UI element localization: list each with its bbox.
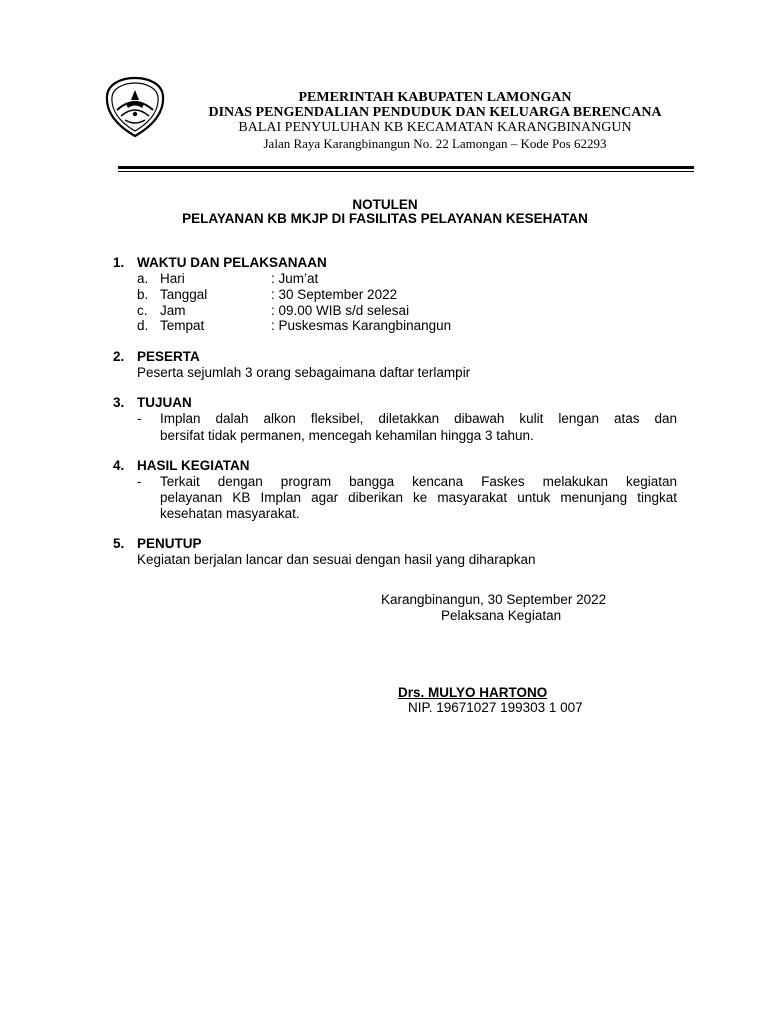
- bullet-dash: -: [137, 411, 142, 426]
- section-heading: TUJUAN: [137, 395, 192, 410]
- section-text: Kegiatan berjalan lancar dan sesuai dengan hasil yang diharapkan: [137, 552, 536, 567]
- letterhead-address: Jalan Raya Karangbinangun No. 22 Lamongan – Kode Pos 62293: [263, 136, 607, 151]
- letterhead-divider-thick: [118, 166, 694, 169]
- paragraph-line: Implan dalah alkon fleksibel, diletakkan dibawah kulit lengan atas dan: [160, 411, 677, 426]
- section-text: Peserta sejumlah 3 orang sebagaimana daftar terlampir: [137, 365, 471, 380]
- item-value: : Puskesmas Karangbinangun: [271, 318, 452, 333]
- item-value: : 09.00 WIB s/d selesai: [271, 303, 410, 318]
- item-letter: b.: [137, 287, 149, 302]
- letterhead-divider-thin: [118, 171, 694, 172]
- section-heading: WAKTU DAN PELAKSANAAN: [137, 255, 327, 270]
- section-heading: HASIL KEGIATAN: [137, 458, 250, 473]
- regency-emblem-logo: [104, 76, 166, 138]
- letterhead-line-3: BALAI PENYULUHAN KB KECAMATAN KARANGBINANGUN: [238, 120, 632, 135]
- signatory-nip: NIP. 19671027 199303 1 007: [408, 700, 583, 715]
- item-letter: d.: [137, 318, 149, 333]
- signatory-name: Drs. MULYO HARTONO: [398, 685, 548, 700]
- item-label: Jam: [160, 303, 186, 318]
- section-number: 1.: [113, 255, 125, 270]
- paragraph-line: kesehatan masyarakat.: [160, 506, 300, 521]
- document-title: NOTULEN: [352, 197, 418, 212]
- paragraph-line: Terkait dengan program bangga kencana Faskes melakukan kegiatan: [160, 474, 677, 489]
- item-label: Hari: [160, 271, 185, 286]
- paragraph-line: bersifat tidak permanen, mencegah kehamilan hingga 3 tahun.: [160, 428, 534, 443]
- signature-place-date: Karangbinangun, 30 September 2022: [381, 592, 607, 607]
- item-label: Tanggal: [160, 287, 208, 302]
- paragraph-line: pelayanan KB Implan agar diberikan ke masyarakat untuk menunjang tingkat: [160, 490, 677, 505]
- item-letter: c.: [137, 303, 148, 318]
- section-number: 3.: [113, 395, 125, 410]
- section-number: 2.: [113, 349, 125, 364]
- item-letter: a.: [137, 271, 149, 286]
- section-number: 5.: [113, 536, 125, 551]
- section-heading: PESERTA: [137, 349, 200, 364]
- item-label: Tempat: [160, 318, 205, 333]
- letterhead-line-2: DINAS PENGENDALIAN PENDUDUK DAN KELUARGA BERENCANA: [208, 105, 662, 120]
- item-value: : 30 September 2022: [271, 287, 398, 302]
- section-heading: PENUTUP: [137, 536, 202, 551]
- document-subtitle: PELAYANAN KB MKJP DI FASILITAS PELAYANAN KESEHATAN: [182, 211, 588, 226]
- bullet-dash: -: [137, 474, 142, 489]
- signature-role: Pelaksana Kegiatan: [441, 608, 562, 623]
- item-value: : Jum’at: [271, 271, 319, 286]
- section-number: 4.: [113, 458, 125, 473]
- letterhead-line-1: PEMERINTAH KABUPATEN LAMONGAN: [298, 90, 572, 105]
